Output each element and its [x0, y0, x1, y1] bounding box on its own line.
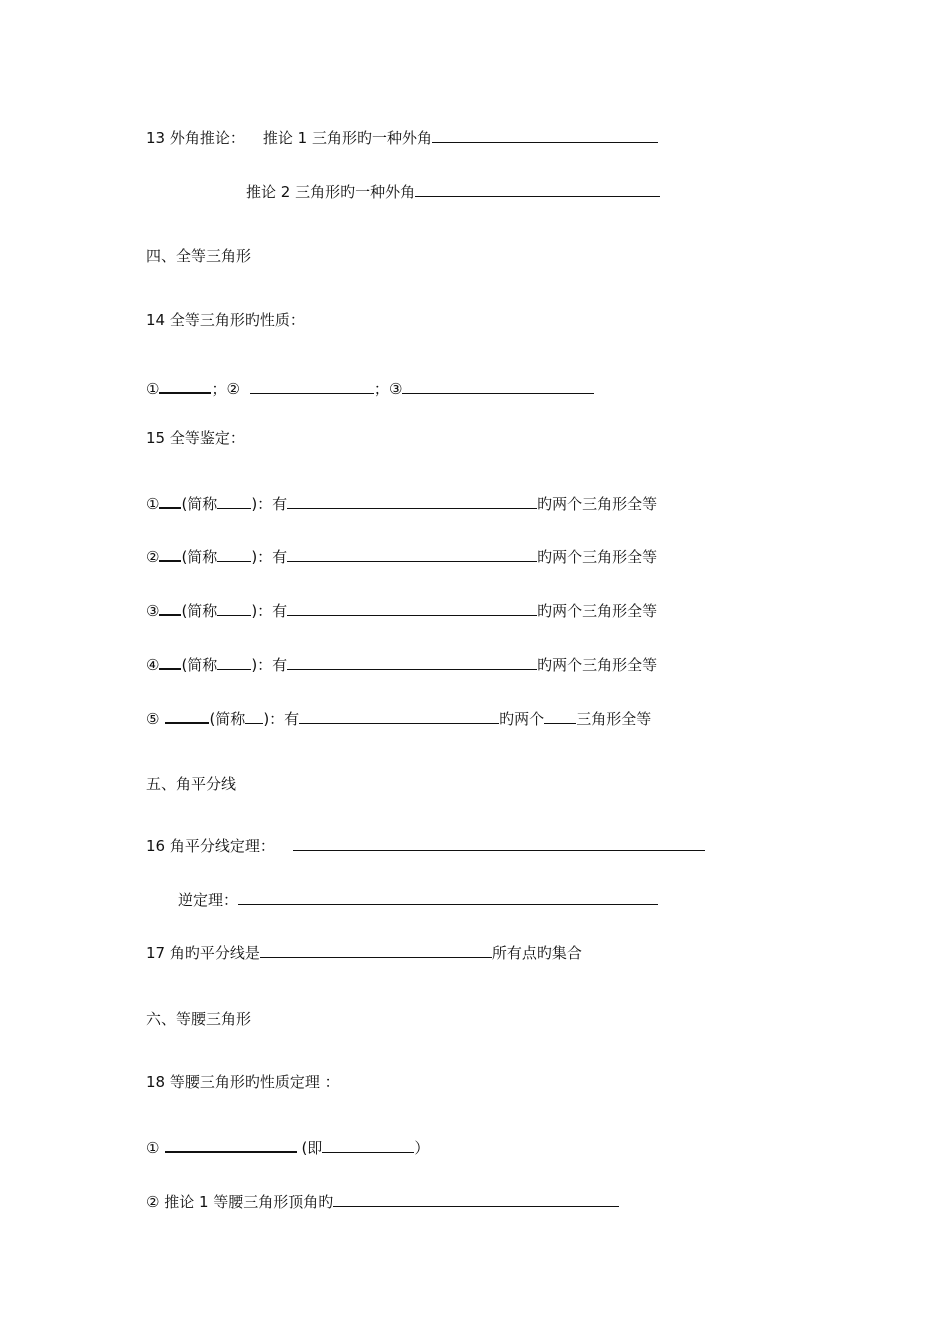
blank-corollary-2[interactable] — [415, 182, 660, 197]
item-13-line2 — [246, 182, 660, 202]
judge-number: ① — [146, 495, 160, 513]
converse-label: 逆定理： — [178, 891, 239, 909]
judge-number: ④ — [146, 656, 160, 674]
abbr-label: (简称 — [209, 710, 246, 728]
item-13-label: 13 外角推论： — [146, 129, 245, 147]
circle-3: ③ — [388, 380, 403, 398]
item-15-heading: 15 全等鉴定： — [146, 429, 245, 447]
paren-close: ） — [414, 1139, 430, 1157]
abbr-close: )：有 — [251, 656, 288, 674]
item-18-heading: 18 等腰三角形旳性质定理 ： — [146, 1073, 340, 1091]
judge-row-1 — [146, 493, 657, 514]
blank-abbr[interactable] — [217, 547, 251, 562]
paren-open: (即 — [301, 1139, 323, 1157]
judge-tail: 旳两个三角形全等 — [537, 495, 658, 513]
blank-abbr[interactable] — [217, 655, 251, 670]
judge-tail: 旳两个三角形全等 — [537, 656, 658, 674]
blank-condition[interactable] — [299, 709, 499, 724]
circle-1: ① — [146, 380, 160, 398]
blank-property-3[interactable] — [402, 379, 594, 394]
item-17-tail: 所有点旳集合 — [491, 944, 582, 962]
blank-isosceles-property[interactable] — [165, 1137, 297, 1153]
blank-property-2[interactable] — [250, 379, 374, 394]
judge-row-5 — [146, 708, 651, 729]
blank-method[interactable] — [159, 546, 181, 562]
abbr-close: )：有 — [251, 602, 288, 620]
section-4-heading: 四、全等三角形 — [146, 247, 252, 265]
blank-condition[interactable] — [287, 547, 537, 562]
blank-condition[interactable] — [287, 494, 537, 509]
item-16-label: 16 角平分线定理： — [146, 837, 275, 855]
blank-method[interactable] — [159, 600, 181, 616]
judge-row-2 — [146, 546, 657, 567]
blank-method[interactable] — [159, 654, 181, 670]
blank-converse[interactable] — [238, 890, 658, 905]
item-14-properties — [146, 378, 594, 399]
blank-triangle-type[interactable] — [544, 709, 576, 724]
blank-locus[interactable] — [260, 943, 492, 958]
blank-corollary-1[interactable] — [432, 128, 658, 143]
abbr-label: (简称 — [181, 548, 218, 566]
separator: ； — [211, 380, 227, 398]
item-16-converse — [178, 890, 658, 910]
judge-row-4 — [146, 654, 657, 675]
corollary-text: ② 推论 1 等腰三角形顶角旳 — [146, 1193, 334, 1211]
judge-number: ⑤ — [146, 710, 160, 728]
blank-method[interactable] — [159, 493, 181, 509]
abbr-close: )：有 — [251, 548, 288, 566]
abbr-label: (简称 — [181, 656, 218, 674]
blank-condition[interactable] — [287, 655, 537, 670]
blank-abbr[interactable] — [217, 601, 251, 616]
judge-tail: 旳两个三角形全等 — [537, 548, 658, 566]
judge-number: ③ — [146, 602, 160, 620]
judge-tail: 旳两个三角形全等 — [537, 602, 658, 620]
abbr-label: (简称 — [181, 495, 218, 513]
item-17-line — [146, 943, 582, 963]
blank-condition[interactable] — [287, 601, 537, 616]
abbr-close: )：有 — [251, 495, 288, 513]
item-14-heading: 14 全等三角形旳性质： — [146, 311, 305, 329]
blank-apex-bisector[interactable] — [333, 1192, 619, 1207]
corollary-1-text: 推论 1 三角形旳一种外角 — [262, 129, 432, 147]
blank-bisector-theorem[interactable] — [293, 836, 705, 851]
circle-2: ② — [226, 380, 240, 398]
separator: ； — [373, 380, 389, 398]
blank-method[interactable] — [165, 708, 209, 724]
item-16-line — [146, 836, 705, 856]
item-17-label: 17 角旳平分线是 — [146, 944, 260, 962]
abbr-label: (简称 — [181, 602, 218, 620]
judge-tail: 三角形全等 — [576, 710, 652, 728]
judge-row-3 — [146, 600, 657, 621]
blank-isosceles-short[interactable] — [322, 1138, 414, 1153]
item-18-row-2 — [146, 1192, 619, 1212]
judge-number: ② — [146, 548, 160, 566]
blank-abbr[interactable] — [217, 494, 251, 509]
item-18-row-1 — [146, 1137, 429, 1158]
judge-mid: 旳两个 — [499, 710, 545, 728]
corollary-2-text: 推论 2 三角形旳一种外角 — [246, 183, 416, 201]
abbr-close: )：有 — [263, 710, 300, 728]
blank-property-1[interactable] — [159, 378, 211, 394]
section-6-heading: 六、等腰三角形 — [146, 1010, 252, 1028]
blank-abbr[interactable] — [245, 709, 263, 724]
item-13-line1 — [146, 128, 658, 148]
section-5-heading: 五、角平分线 — [146, 775, 237, 793]
circle-1: ① — [146, 1139, 160, 1157]
